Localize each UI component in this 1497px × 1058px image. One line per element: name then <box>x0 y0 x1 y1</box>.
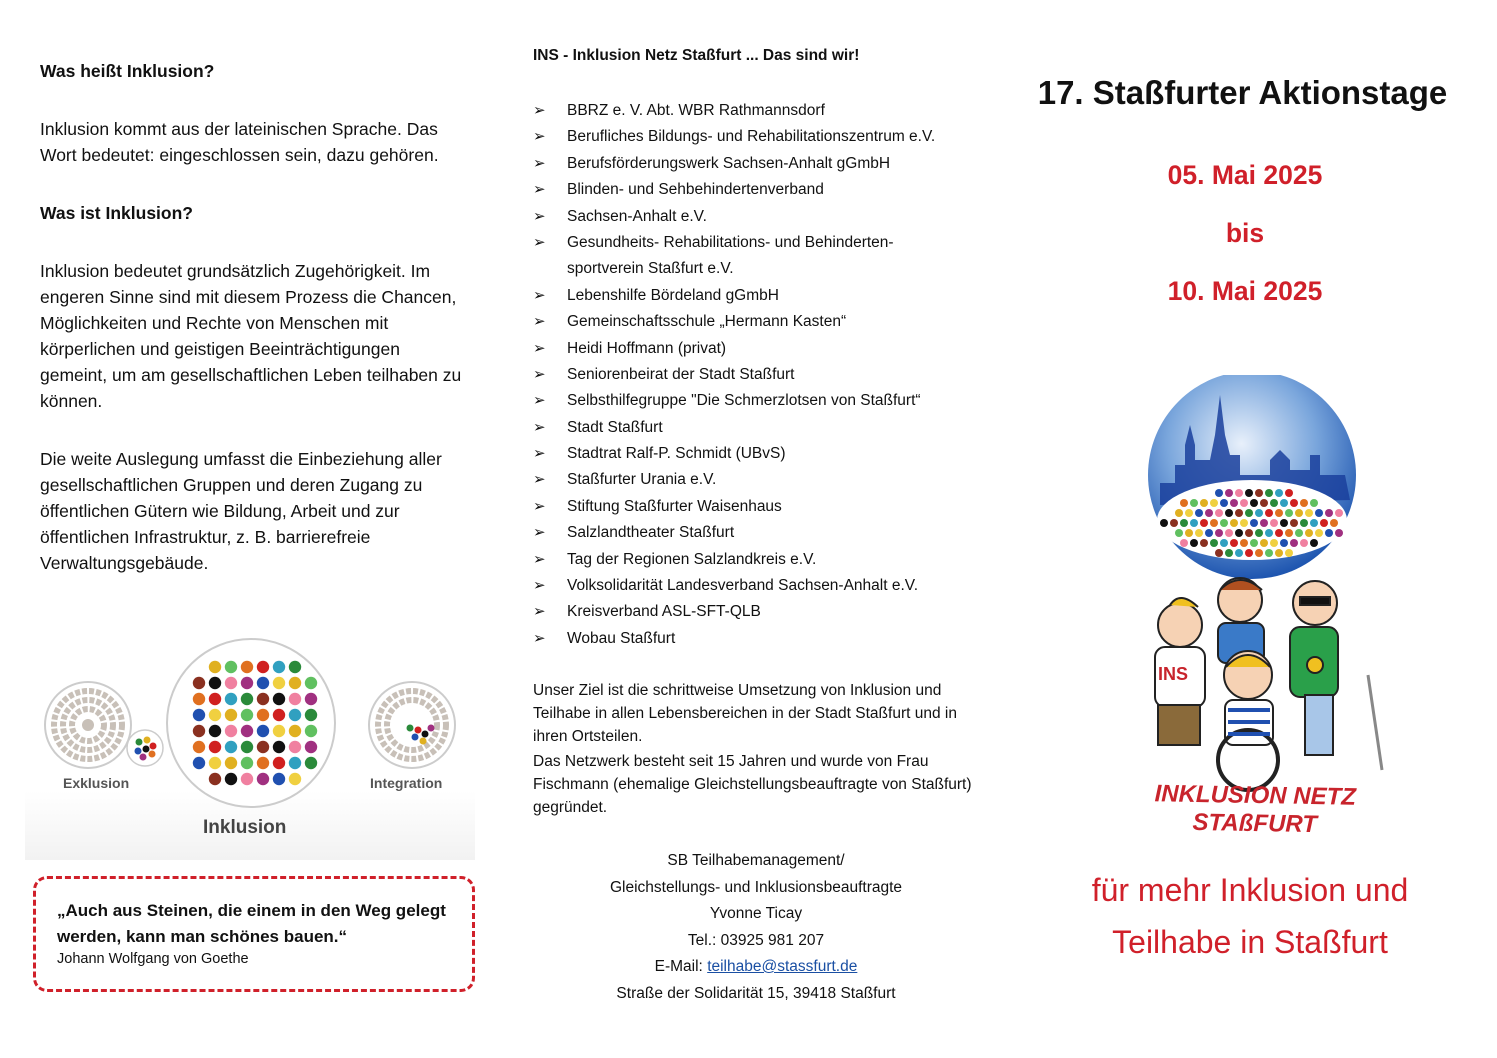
member-name: Gesundheits- Rehabilitations- und Behinderten- <box>567 233 894 251</box>
arrow-bullet-icon: ➢ <box>533 154 546 172</box>
arrow-bullet-icon: ➢ <box>533 286 546 304</box>
quote-author: Johann Wolfgang von Goethe <box>57 951 249 967</box>
arrow-bullet-icon: ➢ <box>533 524 546 542</box>
member-list-item <box>533 283 983 309</box>
contact-department: SB Teilhabemanagement/ <box>667 852 845 869</box>
arrow-bullet-icon: ➢ <box>533 629 546 647</box>
member-name: sportverein Staßfurt e.V. <box>567 260 734 278</box>
contact-email-label: E-Mail: <box>654 958 708 975</box>
arrow-bullet-icon: ➢ <box>533 339 546 357</box>
arrow-bullet-icon: ➢ <box>533 128 546 146</box>
member-list-item <box>533 573 983 599</box>
member-list-item <box>533 547 983 573</box>
heading-was-heisst: Was heißt Inklusion? <box>40 61 215 81</box>
member-name: Stiftung Staßfurter Waisenhaus <box>567 497 782 515</box>
ins-logo <box>1120 375 1400 815</box>
member-list <box>533 98 983 652</box>
footer-line-1: für mehr Inklusion und <box>1091 872 1409 908</box>
date-to: 10. Mai 2025 <box>1167 276 1323 306</box>
contact-phone: Tel.: 03925 981 207 <box>687 931 825 949</box>
contact-email-row <box>520 954 992 981</box>
arrow-bullet-icon: ➢ <box>533 207 546 225</box>
inclusion-diagram <box>25 630 475 860</box>
member-list-item <box>533 494 983 520</box>
member-name: BBRZ e. V. Abt. WBR Rathmannsdorf <box>567 102 825 119</box>
logo-caption: INKLUSION NETZ STAßFURT <box>1154 780 1357 839</box>
ins-logo-illustration <box>1120 375 1400 815</box>
member-list-item <box>533 599 983 625</box>
member-name: Kreisverband ASL-SFT-QLB <box>567 603 761 621</box>
arrow-bullet-icon: ➢ <box>533 577 546 595</box>
member-list-item <box>533 309 983 335</box>
arrow-bullet-icon: ➢ <box>533 392 546 410</box>
arrow-bullet-icon: ➢ <box>533 445 546 463</box>
member-list-item <box>533 336 983 362</box>
member-name: Stadtrat Ralf-P. Schmidt (UBvS) <box>567 445 786 463</box>
member-list-item <box>533 467 983 493</box>
page-title: 17. Staßfurter Aktionstage <box>1037 74 1448 111</box>
history-text: Das Netzwerk besteht seit 15 Jahren und wurde von Frau Fischmann (ehemalige Gleichstellungsbeauftragte von Staßfurt) gegründet. <box>533 753 972 816</box>
member-name: Blinden- und Sehbehindertenverband <box>567 181 824 199</box>
footer-line-2: Teilhabe in Staßfurt <box>1112 924 1388 960</box>
member-list-item <box>533 256 983 282</box>
member-name: Heidi Hoffmann (privat) <box>567 339 727 357</box>
date-from: 05. Mai 2025 <box>1167 160 1323 190</box>
member-name: Gemeinschaftsschule „Hermann Kasten“ <box>567 313 847 331</box>
label-inklusion: Inklusion <box>203 817 287 838</box>
member-list-item <box>533 124 983 150</box>
date-bis: bis <box>1225 218 1265 248</box>
arrow-bullet-icon: ➢ <box>533 603 546 621</box>
footer-slogan <box>1040 864 1460 968</box>
member-name: Stadt Staßfurt <box>567 418 663 436</box>
arrow-bullet-icon: ➢ <box>533 365 546 383</box>
contact-address: Straße der Solidarität 15, 39418 Staßfurt <box>616 984 896 1002</box>
member-list-item <box>533 230 983 256</box>
member-list-item <box>533 151 983 177</box>
member-name: Sachsen-Anhalt e.V. <box>567 207 707 225</box>
arrow-bullet-icon: ➢ <box>533 102 546 119</box>
arrow-bullet-icon: ➢ <box>533 497 546 515</box>
member-name: Seniorenbeirat der Stadt Staßfurt <box>567 365 795 383</box>
inclusion-diagram-graphic <box>25 630 475 860</box>
arrow-bullet-icon: ➢ <box>533 313 546 331</box>
member-name: Salzlandtheater Staßfurt <box>567 524 735 542</box>
member-name: Berufsförderungswerk Sachsen-Anhalt gGmbH <box>567 154 891 172</box>
contact-role: Gleichstellungs- und Inklusionsbeauftragte <box>609 878 903 896</box>
member-list-item <box>533 177 983 203</box>
network-title: INS - Inklusion Netz Staßfurt ... Das sind wir! <box>533 47 860 64</box>
contact-block <box>520 848 992 1007</box>
text-was-ist-2: Die weite Auslegung umfasst die Einbeziehung aller gesellschaftlichen Gruppen und deren Zugang zu öffentlichen Gütern wie Bildung, Arbeit und zur öffentlichen Infrastruktur, z. B. barrierefreie Verwaltungsgebäude. <box>40 449 442 573</box>
heading-was-ist: Was ist Inklusion? <box>40 203 193 223</box>
member-name: Volksolidarität Landesverband Sachsen-Anhalt e.V. <box>567 577 918 595</box>
arrow-bullet-icon: ➢ <box>533 181 546 199</box>
quote-text: „Auch aus Steinen, die einem in den Weg gelegt werden, kann man schönes bauen.“ <box>57 901 446 946</box>
text-was-heisst: Inklusion kommt aus der lateinischen Sprache. Das Wort bedeutet: eingeschlossen sein, dazu gehören. <box>40 119 439 165</box>
arrow-bullet-icon: ➢ <box>533 550 546 568</box>
member-name: Berufliches Bildungs- und Rehabilitationszentrum e.V. <box>567 128 936 146</box>
member-list-item <box>533 441 983 467</box>
logo-shirt-text: INS <box>1158 664 1189 684</box>
member-name: Wobau Staßfurt <box>567 629 676 647</box>
text-was-ist-1: Inklusion bedeutet grundsätzlich Zugehörigkeit. Im engeren Sinne sind mit diesem Prozess die Chancen, Möglichkeiten und Rechte von Menschen mit körperlichen und geistigen Beeinträchtigungen gemeint, um am gesellschaftlichen Leben teilhaben zu können. <box>40 261 462 411</box>
member-name: Lebenshilfe Bördeland gGmbH <box>567 286 779 304</box>
member-name: Staßfurter Urania e.V. <box>567 471 717 489</box>
member-list-item <box>533 415 983 441</box>
member-list-item <box>533 626 983 652</box>
member-name: Tag der Regionen Salzlandkreis e.V. <box>567 550 817 568</box>
member-list-item <box>533 520 983 546</box>
arrow-bullet-icon: ➢ <box>533 418 546 436</box>
member-list-item <box>533 388 983 414</box>
label-integration: Integration <box>370 775 443 791</box>
member-name: Selbsthilfegruppe "Die Schmerzlotsen von Staßfurt“ <box>567 392 921 410</box>
member-list-item <box>533 362 983 388</box>
label-exklusion: Exklusion <box>63 775 130 791</box>
arrow-bullet-icon: ➢ <box>533 233 546 251</box>
goal-text: Unser Ziel ist die schrittweise Umsetzung von Inklusion und Teilhabe in allen Lebensbereichen in der Stadt Staßfurt und in ihren Ortsteilen. <box>533 682 957 745</box>
arrow-bullet-icon: ➢ <box>533 471 546 489</box>
member-list-item <box>533 98 983 124</box>
contact-name: Yvonne Ticay <box>709 905 803 922</box>
contact-email-link[interactable]: teilhabe@stassfurt.de <box>707 958 858 975</box>
member-list-item <box>533 204 983 230</box>
left-column <box>40 58 470 576</box>
